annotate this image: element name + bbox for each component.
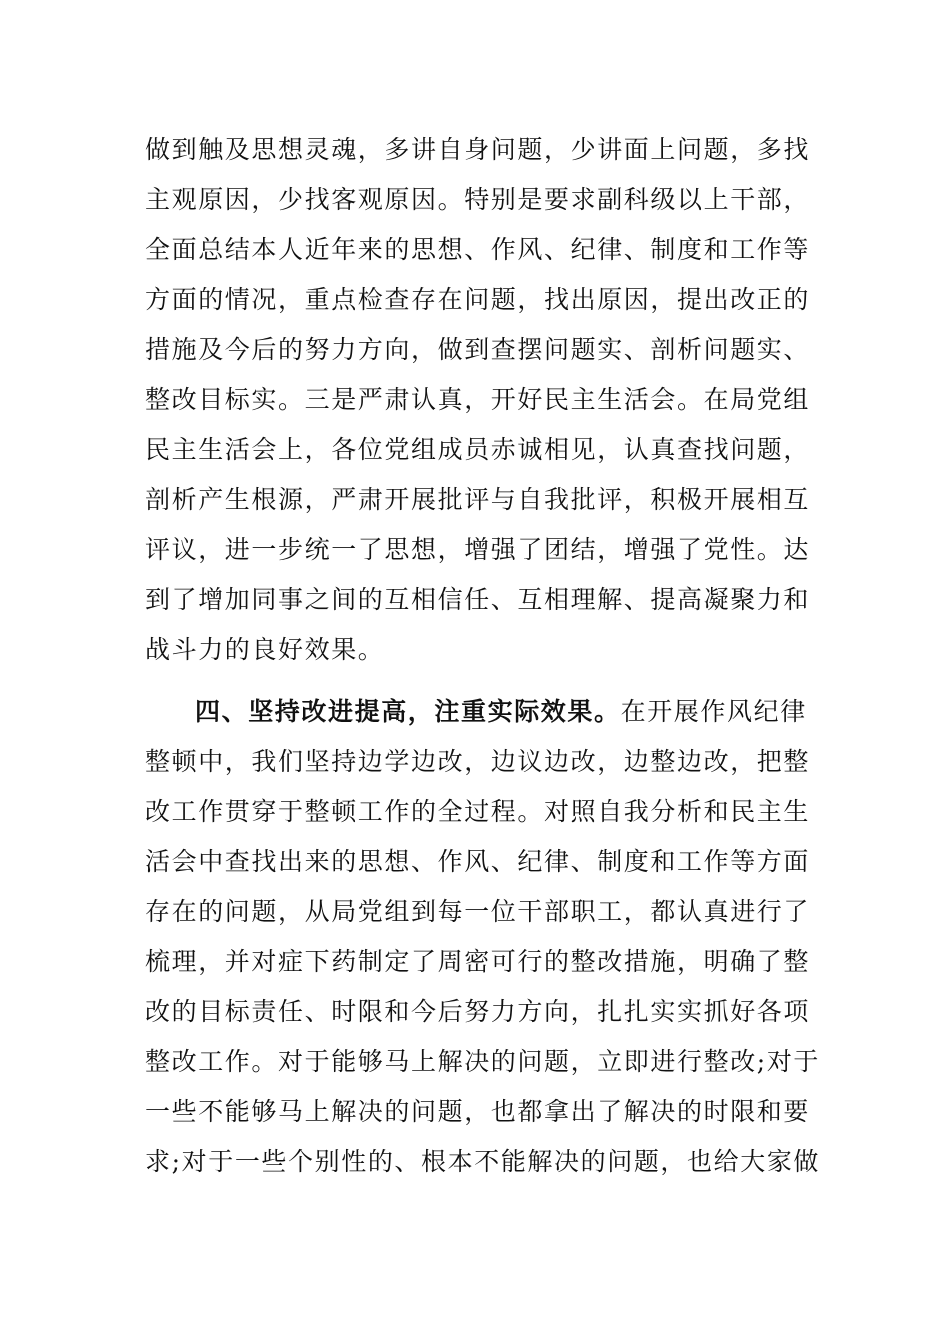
paragraph-2-line-3: 改工作贯穿于整顿工作的全过程。对照自我分析和民主生 bbox=[145, 797, 811, 826]
paragraph-2-line-9: 一些不能够马上解决的问题，也都拿出了解决的时限和要 bbox=[145, 1097, 811, 1126]
paragraph-2-line-10: 求;对于一些个别性的、根本不能解决的问题，也给大家做 bbox=[145, 1147, 821, 1176]
paragraph-1-line-11: 战斗力的良好效果。 bbox=[145, 635, 385, 664]
paragraph-1-line-9: 评议，进一步统一了思想，增强了团结，增强了党性。达 bbox=[145, 535, 811, 564]
paragraph-1-line-7: 民主生活会上，各位党组成员赤诚相见，认真查找问题， bbox=[145, 435, 811, 464]
paragraph-1-line-3: 全面总结本人近年来的思想、作风、纪律、制度和工作等 bbox=[145, 235, 811, 264]
paragraph-2-line-2: 整顿中，我们坚持边学边改，边议边改，边整边改，把整 bbox=[145, 747, 811, 776]
paragraph-2-line-7: 改的目标责任、时限和今后努力方向，扎扎实实抓好各项 bbox=[145, 997, 811, 1026]
paragraph-1-line-1: 做到触及思想灵魂，多讲自身问题，少讲面上问题，多找 bbox=[145, 135, 811, 164]
paragraph-2-line-4: 活会中查找出来的思想、作风、纪律、制度和工作等方面 bbox=[145, 847, 811, 876]
paragraph-1-line-2: 主观原因，少找客观原因。特别是要求副科级以上干部， bbox=[145, 185, 811, 214]
paragraph-1-line-5: 措施及今后的努力方向，做到查摆问题实、剖析问题实、 bbox=[145, 335, 811, 364]
paragraph-1-line-6: 整改目标实。三是严肃认真，开好民主生活会。在局党组 bbox=[145, 385, 811, 414]
paragraph-1-line-10: 到了增加同事之间的互相信任、互相理解、提高凝聚力和 bbox=[145, 585, 811, 614]
section-heading: 四、坚持改进提高，注重实际效果。 bbox=[195, 697, 621, 726]
paragraph-2-line-6: 梳理，并对症下药制定了周密可行的整改措施，明确了整 bbox=[145, 947, 811, 976]
paragraph-2-line-8: 整改工作。对于能够马上解决的问题，立即进行整改;对于 bbox=[145, 1047, 821, 1076]
paragraph-1-line-8: 剖析产生根源，严肃开展批评与自我批评，积极开展相互 bbox=[145, 485, 811, 514]
paragraph-1-line-4: 方面的情况，重点检查存在问题，找出原因，提出改正的 bbox=[145, 285, 811, 314]
paragraph-2-line-1-text: 在开展作风纪律 bbox=[620, 697, 807, 726]
paragraph-2-line-5: 存在的问题，从局党组到每一位干部职工，都认真进行了 bbox=[145, 897, 811, 926]
paragraph-2-line-1 bbox=[195, 687, 805, 737]
